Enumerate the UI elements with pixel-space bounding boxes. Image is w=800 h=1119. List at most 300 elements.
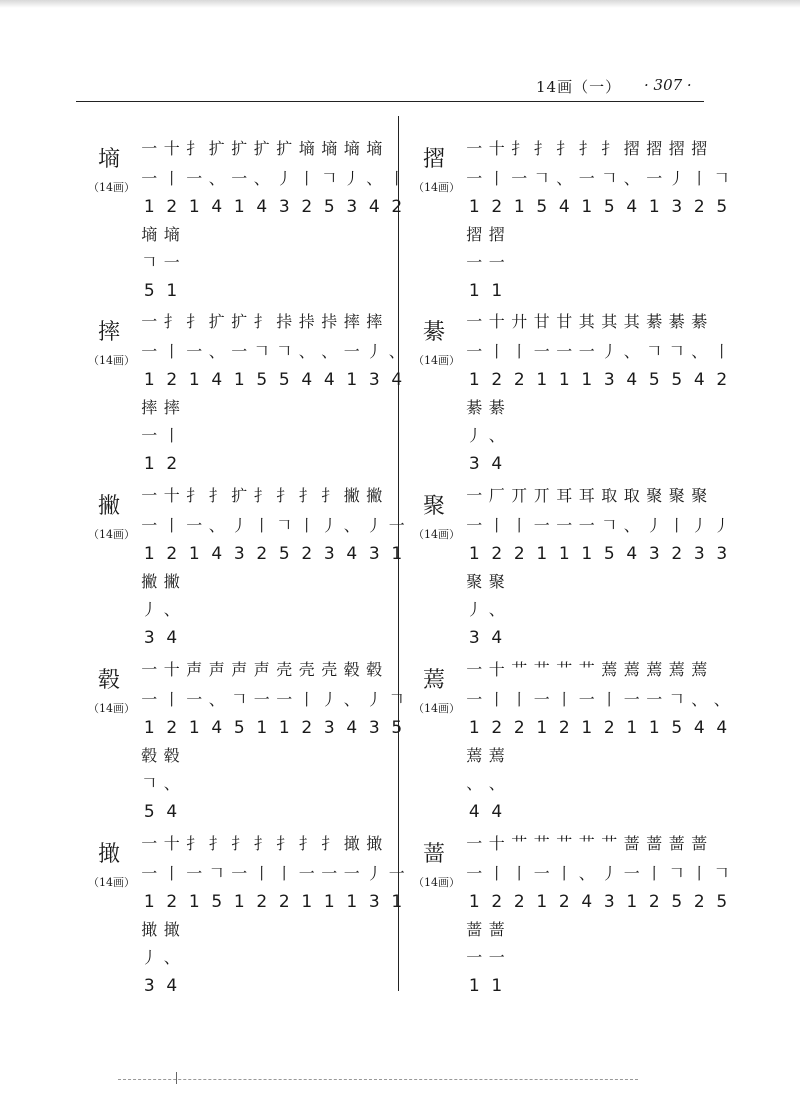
stroke-shape-8: 一 [623, 864, 640, 883]
stroke-code-9: 4 [323, 370, 335, 390]
progression-glyph-4: 丌 [533, 486, 550, 505]
stroke-progression-row-2 [138, 742, 183, 770]
progression-glyph-4: 声 [208, 660, 225, 679]
stroke-shape-3: 一 [511, 169, 528, 188]
stroke-shape-2: 一 [488, 253, 505, 272]
stroke-progression-row [138, 308, 386, 336]
progression-glyph-1: 一 [466, 486, 483, 505]
progression-glyph-8: 取 [623, 486, 640, 505]
progression-glyph-1: 一 [466, 139, 483, 158]
progression-glyph-2: 十 [163, 834, 180, 853]
stroke-code-1: 4 [468, 802, 480, 822]
stroke-shape-7: 丿 [601, 342, 618, 361]
stroke-shape-1: 一 [466, 948, 483, 967]
stroke-shape-1: 一 [466, 253, 483, 272]
stroke-code-row-2 [138, 624, 183, 652]
stroke-shape-7: 丿 [276, 169, 293, 188]
progression-glyph-9: 扌 [321, 834, 338, 853]
stroke-code-10: 5 [671, 370, 683, 390]
progression-glyph-1: 撇 [141, 572, 158, 591]
stroke-code-4: 5 [536, 197, 548, 217]
stroke-code-10: 3 [346, 197, 358, 217]
progression-glyph-3: 丌 [511, 486, 528, 505]
stroke-code-2: 4 [166, 976, 178, 996]
stroke-code-4: 1 [536, 718, 548, 738]
stroke-shape-2: 、 [488, 600, 505, 619]
stroke-shape-12: 𠃍 [388, 690, 405, 709]
stroke-code-8: 4 [301, 370, 313, 390]
progression-glyph-4: 甘 [533, 312, 550, 331]
stroke-code-1: 5 [143, 802, 155, 822]
stroke-code-12: 2 [391, 197, 403, 217]
stroke-shape-6: 一 [578, 690, 595, 709]
progression-glyph-7: 壳 [276, 660, 293, 679]
progression-glyph-9: 蔫 [646, 660, 663, 679]
stroke-shape-1: 一 [141, 169, 158, 188]
stroke-code-7: 5 [278, 544, 290, 564]
progression-glyph-4: 扌 [208, 834, 225, 853]
stroke-code-4: 4 [211, 544, 223, 564]
stroke-shape-1: 丿 [141, 600, 158, 619]
stroke-code-1: 1 [468, 197, 480, 217]
stroke-code-3: 1 [188, 544, 200, 564]
stroke-code-3: 1 [188, 370, 200, 390]
progression-glyph-7: 艹 [601, 834, 618, 853]
stroke-shape-11: 丿 [366, 690, 383, 709]
stroke-shape-11: 丿 [366, 864, 383, 883]
stroke-shape-8: 、 [623, 169, 640, 188]
stroke-code-12: 1 [391, 892, 403, 912]
stroke-code-7: 3 [603, 370, 615, 390]
stroke-shape-10: 丿 [343, 169, 360, 188]
stroke-shape-2: 丨 [163, 169, 180, 188]
progression-glyph-9: 扌 [321, 486, 338, 505]
section-title: 14画（一） [536, 78, 622, 96]
stroke-shape-row-2 [463, 596, 508, 624]
stroke-code-2: 2 [166, 454, 178, 474]
stroke-code-row-2 [463, 624, 508, 652]
progression-glyph-4: 艹 [533, 834, 550, 853]
stroke-progression-row [463, 482, 711, 510]
stroke-shape-8: 丨 [298, 516, 315, 535]
stroke-code-8: 1 [626, 718, 638, 738]
stroke-code-4: 4 [211, 370, 223, 390]
progression-glyph-2: 蔫 [488, 746, 505, 765]
progression-glyph-1: 綦 [466, 398, 483, 417]
progression-glyph-8: 挊 [298, 312, 315, 331]
stroke-code-2: 4 [491, 802, 503, 822]
progression-glyph-11: 聚 [691, 486, 708, 505]
progression-glyph-1: 聚 [466, 572, 483, 591]
stroke-shape-6: 𠃍 [253, 342, 270, 361]
stroke-code-5: 1 [558, 370, 570, 390]
progression-glyph-9: 壳 [321, 660, 338, 679]
progression-glyph-3: 扌 [186, 139, 203, 158]
progression-glyph-1: 撖 [141, 920, 158, 939]
stroke-code-12: 1 [391, 544, 403, 564]
scan-edge [0, 0, 800, 8]
progression-glyph-2: 摔 [163, 398, 180, 417]
stroke-code-11: 3 [368, 370, 380, 390]
progression-glyph-3: 扌 [186, 834, 203, 853]
stroke-code-9: 5 [323, 197, 335, 217]
stroke-shape-11: 丿 [691, 516, 708, 535]
stroke-code-1: 1 [468, 370, 480, 390]
stroke-progression-row [138, 135, 386, 163]
progression-glyph-2: 聚 [488, 572, 505, 591]
stroke-code-5: 1 [558, 544, 570, 564]
stroke-code-5: 1 [233, 892, 245, 912]
progression-glyph-5: 耳 [556, 486, 573, 505]
progression-glyph-2: 十 [488, 139, 505, 158]
stroke-shape-10: 𠃍 [668, 864, 685, 883]
page-header [0, 76, 800, 100]
progression-glyph-8: 扌 [298, 834, 315, 853]
stroke-code-row-2 [138, 450, 183, 478]
stroke-count-label: （14画） [88, 528, 135, 541]
stroke-code-11: 4 [693, 718, 705, 738]
stroke-code-row [138, 714, 408, 742]
stroke-shape-5: 丿 [231, 516, 248, 535]
stroke-shape-1: 丿 [466, 426, 483, 445]
stroke-shape-4: 、 [208, 516, 225, 535]
progression-glyph-5: 艹 [556, 660, 573, 679]
stroke-shape-5: 𠃍 [231, 690, 248, 709]
progression-glyph-8: 壳 [298, 660, 315, 679]
stroke-shape-11: 丨 [691, 169, 708, 188]
progression-glyph-9: 挊 [321, 312, 338, 331]
progression-glyph-1: 毂 [141, 746, 158, 765]
progression-glyph-10: 綦 [668, 312, 685, 331]
stroke-code-11: 3 [368, 892, 380, 912]
stroke-shape-2: 丨 [488, 169, 505, 188]
stroke-code-5: 2 [558, 892, 570, 912]
stroke-shape-9: 一 [646, 169, 663, 188]
progression-glyph-4: 扌 [208, 486, 225, 505]
stroke-code-row-2 [138, 798, 183, 826]
stroke-shape-7: 𠃍 [276, 342, 293, 361]
progression-glyph-6: 耳 [578, 486, 595, 505]
stroke-code-10: 4 [346, 544, 358, 564]
progression-glyph-7: 扌 [601, 139, 618, 158]
progression-glyph-1: 墒 [141, 225, 158, 244]
stroke-shape-11: 、 [691, 342, 708, 361]
progression-glyph-6: 扌 [253, 312, 270, 331]
stroke-shape-1: 一 [141, 426, 158, 445]
stroke-shape-1: 一 [141, 690, 158, 709]
progression-glyph-7: 其 [601, 312, 618, 331]
stroke-shape-6: 一 [578, 169, 595, 188]
stroke-shape-12: 、 [388, 342, 405, 361]
progression-glyph-1: 一 [141, 312, 158, 331]
stroke-shape-6: 一 [253, 690, 270, 709]
progression-glyph-6: 声 [253, 660, 270, 679]
progression-glyph-2: 十 [163, 139, 180, 158]
stroke-shape-12: 、 [713, 690, 730, 709]
page-number: · 307 · [644, 76, 692, 94]
stroke-shape-3: 一 [186, 342, 203, 361]
stroke-shape-5: 一 [231, 342, 248, 361]
stroke-code-row [138, 540, 408, 568]
stroke-progression-row-2 [463, 742, 508, 770]
progression-glyph-9: 聚 [646, 486, 663, 505]
stroke-progression-row [138, 830, 386, 858]
stroke-code-2: 2 [166, 544, 178, 564]
head-character: 摺 [423, 147, 446, 172]
stroke-code-2: 1 [491, 281, 503, 301]
stroke-code-1: 1 [468, 281, 480, 301]
stroke-count-label: （14画） [88, 876, 135, 889]
stroke-code-8: 2 [301, 718, 313, 738]
stroke-shape-6: 、 [578, 864, 595, 883]
stroke-shape-9: 丿 [321, 516, 338, 535]
stroke-code-1: 1 [468, 976, 480, 996]
stroke-shape-10: 一 [343, 864, 360, 883]
stroke-code-3: 1 [188, 892, 200, 912]
stroke-shape-5: 、 [556, 169, 573, 188]
stroke-shape-4: 𠃍 [533, 169, 550, 188]
stroke-shape-row [463, 338, 733, 366]
stroke-progression-row-2 [463, 221, 508, 249]
stroke-code-row [463, 193, 733, 221]
stroke-shape-3: 一 [186, 516, 203, 535]
stroke-shape-9: 𠃍 [646, 342, 663, 361]
stroke-shape-10: 一 [343, 342, 360, 361]
stroke-shape-6: 丨 [253, 516, 270, 535]
stroke-shape-row [138, 165, 408, 193]
stroke-code-row-2 [463, 798, 508, 826]
progression-glyph-11: 摺 [691, 139, 708, 158]
stroke-code-12: 5 [716, 197, 728, 217]
stroke-code-7: 5 [278, 370, 290, 390]
progression-glyph-10: 撇 [343, 486, 360, 505]
progression-glyph-5: 甘 [556, 312, 573, 331]
stroke-code-row [138, 888, 408, 916]
stroke-shape-8: 一 [623, 690, 640, 709]
stroke-shape-row [138, 512, 408, 540]
stroke-code-4: 5 [211, 892, 223, 912]
stroke-code-row-2 [463, 972, 508, 1000]
stroke-shape-10: 丿 [668, 169, 685, 188]
head-character: 撇 [98, 494, 121, 519]
progression-glyph-2: 十 [488, 660, 505, 679]
stroke-shape-8: 、 [623, 516, 640, 535]
stroke-code-2: 2 [166, 197, 178, 217]
progression-glyph-10: 聚 [668, 486, 685, 505]
stroke-code-1: 1 [143, 454, 155, 474]
stroke-code-4: 1 [536, 892, 548, 912]
progression-glyph-5: 扌 [556, 139, 573, 158]
head-character: 毂 [98, 668, 121, 693]
stroke-count-label: （14画） [413, 181, 460, 194]
progression-glyph-8: 扌 [298, 486, 315, 505]
entry-2 [78, 308, 408, 483]
stroke-code-2: 2 [491, 718, 503, 738]
stroke-shape-5: 丨 [556, 690, 573, 709]
stroke-code-8: 4 [626, 370, 638, 390]
progression-glyph-11: 摔 [366, 312, 383, 331]
stroke-shape-4: 、 [208, 690, 225, 709]
progression-glyph-10: 毂 [343, 660, 360, 679]
progression-glyph-2: 墒 [163, 225, 180, 244]
stroke-progression-row-2 [463, 916, 508, 944]
progression-glyph-5: 扩 [231, 139, 248, 158]
stroke-shape-row [138, 338, 408, 366]
stroke-shape-10: 丨 [668, 516, 685, 535]
stroke-shape-1: 一 [466, 169, 483, 188]
entry-9 [403, 656, 733, 831]
stroke-shape-3: 一 [186, 169, 203, 188]
stroke-shape-3: 丨 [511, 864, 528, 883]
stroke-code-8: 4 [626, 544, 638, 564]
stroke-shape-1: 一 [141, 864, 158, 883]
stroke-shape-row-2 [463, 770, 508, 798]
stroke-shape-4: 一 [533, 342, 550, 361]
stroke-shape-7: 𠃍 [601, 516, 618, 535]
stroke-code-9: 3 [323, 718, 335, 738]
stroke-shape-7: 𠃍 [276, 516, 293, 535]
progression-glyph-4: 扩 [208, 139, 225, 158]
stroke-code-12: 4 [716, 718, 728, 738]
stroke-shape-5: 一 [556, 342, 573, 361]
stroke-shape-7: 一 [276, 690, 293, 709]
stroke-shape-10: 𠃍 [668, 690, 685, 709]
stroke-shape-12: 一 [388, 516, 405, 535]
stroke-shape-1: 丿 [141, 948, 158, 967]
stroke-code-6: 1 [581, 370, 593, 390]
stroke-shape-8: 丨 [298, 169, 315, 188]
progression-glyph-2: 綦 [488, 398, 505, 417]
progression-glyph-2: 十 [488, 834, 505, 853]
progression-glyph-3: 艹 [511, 834, 528, 853]
stroke-code-row-2 [138, 972, 183, 1000]
stroke-shape-5: 一 [231, 169, 248, 188]
progression-glyph-1: 一 [466, 312, 483, 331]
stroke-code-10: 2 [671, 544, 683, 564]
stroke-code-1: 3 [468, 628, 480, 648]
stroke-code-2: 4 [491, 628, 503, 648]
stroke-code-2: 2 [491, 197, 503, 217]
stroke-shape-3: 一 [186, 864, 203, 883]
progression-glyph-6: 扌 [253, 834, 270, 853]
stroke-shape-9: 丿 [321, 690, 338, 709]
stroke-shape-row-2 [138, 770, 183, 798]
stroke-shape-12: 𠃍 [713, 864, 730, 883]
progression-glyph-4: 艹 [533, 660, 550, 679]
stroke-shape-row-2 [463, 249, 508, 277]
stroke-shape-1: 一 [466, 690, 483, 709]
stroke-shape-6: 丨 [253, 864, 270, 883]
stroke-progression-row [138, 656, 386, 684]
stroke-shape-1: 一 [141, 516, 158, 535]
stroke-code-8: 2 [301, 197, 313, 217]
progression-glyph-2: 撇 [163, 572, 180, 591]
stroke-code-row-2 [138, 277, 183, 305]
stroke-shape-1: 一 [141, 342, 158, 361]
stroke-shape-3: 丨 [511, 342, 528, 361]
stroke-code-2: 2 [491, 892, 503, 912]
stroke-shape-9: 丨 [646, 864, 663, 883]
stroke-count-label: （14画） [88, 181, 135, 194]
stroke-shape-row-2 [463, 422, 508, 450]
stroke-code-9: 5 [648, 370, 660, 390]
progression-glyph-11: 毂 [366, 660, 383, 679]
stroke-code-2: 4 [166, 628, 178, 648]
stroke-shape-8: 、 [623, 342, 640, 361]
progression-glyph-2: 扌 [163, 312, 180, 331]
stroke-code-1: 1 [143, 892, 155, 912]
stroke-shape-2: 、 [163, 774, 180, 793]
stroke-code-10: 4 [346, 718, 358, 738]
progression-glyph-10: 蔷 [668, 834, 685, 853]
stroke-code-3: 2 [513, 718, 525, 738]
stroke-progression-row-2 [463, 394, 508, 422]
stroke-shape-2: 丨 [488, 342, 505, 361]
stroke-code-4: 1 [536, 370, 548, 390]
progression-glyph-8: 蔫 [623, 660, 640, 679]
progression-glyph-3: 廾 [511, 312, 528, 331]
stroke-code-2: 2 [491, 544, 503, 564]
stroke-code-6: 1 [581, 544, 593, 564]
progression-glyph-1: 一 [141, 834, 158, 853]
stroke-shape-11: 丿 [366, 342, 383, 361]
progression-glyph-1: 一 [466, 834, 483, 853]
stroke-code-4: 4 [211, 718, 223, 738]
progression-glyph-8: 摺 [623, 139, 640, 158]
stroke-code-11: 3 [368, 544, 380, 564]
stroke-code-12: 5 [391, 718, 403, 738]
entry-3 [78, 482, 408, 657]
entry-1 [78, 135, 408, 310]
progression-glyph-4: 扌 [533, 139, 550, 158]
stroke-shape-9: 丿 [646, 516, 663, 535]
stroke-shape-1: 𠃍 [141, 253, 158, 272]
stroke-shape-1: 一 [466, 342, 483, 361]
progression-glyph-2: 十 [163, 660, 180, 679]
stroke-progression-row-2 [138, 394, 183, 422]
stroke-shape-8: 一 [298, 864, 315, 883]
stroke-shape-9: 、 [321, 342, 338, 361]
stroke-shape-4: 、 [208, 169, 225, 188]
stroke-count-label: （14画） [413, 876, 460, 889]
progression-glyph-3: 扌 [186, 312, 203, 331]
stroke-code-5: 4 [558, 197, 570, 217]
stroke-progression-row [463, 656, 711, 684]
stroke-code-8: 1 [626, 892, 638, 912]
progression-glyph-10: 蔫 [668, 660, 685, 679]
progression-glyph-1: 一 [141, 139, 158, 158]
stroke-shape-row-2 [138, 944, 183, 972]
stroke-code-3: 2 [513, 892, 525, 912]
stroke-code-12: 4 [391, 370, 403, 390]
stroke-code-9: 3 [323, 544, 335, 564]
progression-glyph-1: 一 [141, 486, 158, 505]
stroke-shape-2: 一 [163, 253, 180, 272]
stroke-shape-4: 一 [533, 516, 550, 535]
stroke-code-3: 1 [513, 197, 525, 217]
progression-glyph-10: 撖 [343, 834, 360, 853]
stroke-code-11: 4 [368, 197, 380, 217]
progression-glyph-2: 蔷 [488, 920, 505, 939]
progression-glyph-1: 蔷 [466, 920, 483, 939]
stroke-shape-row [138, 860, 408, 888]
stroke-code-11: 3 [368, 718, 380, 738]
stroke-code-9: 1 [648, 197, 660, 217]
stroke-code-10: 5 [671, 718, 683, 738]
stroke-code-2: 4 [491, 454, 503, 474]
stroke-code-2: 4 [166, 802, 178, 822]
stroke-code-3: 2 [513, 544, 525, 564]
